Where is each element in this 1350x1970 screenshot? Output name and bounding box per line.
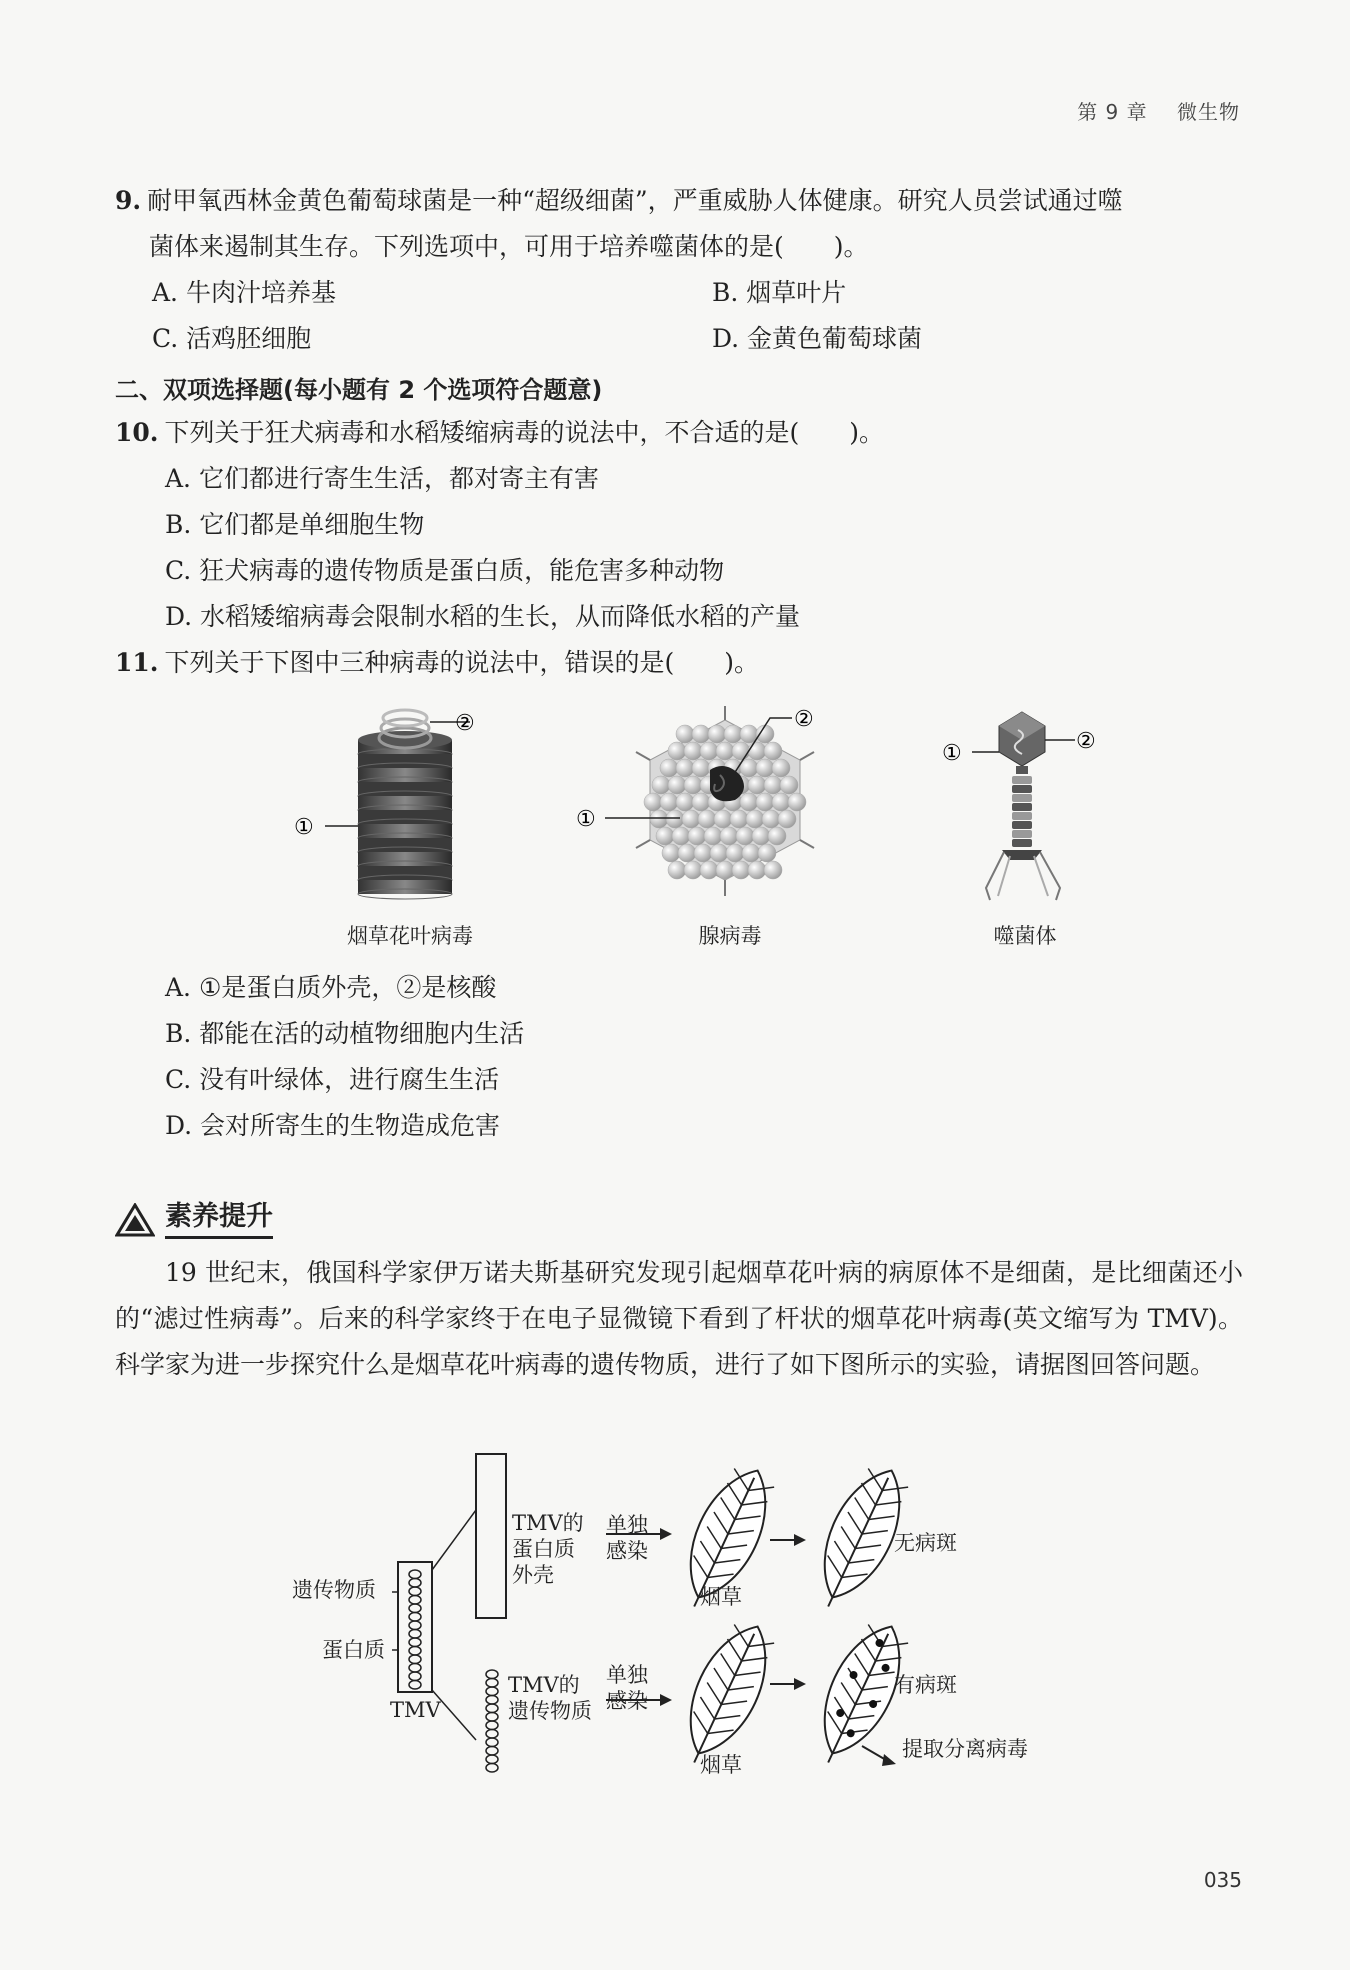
option-c: C. 没有叶绿体，进行腐生生活 [165,1065,500,1094]
phage-mark-1: ① [942,741,962,766]
question-text: 下列关于狂犬病毒和水稻矮缩病毒的说法中，不合适的是( )。 [164,418,885,447]
genetic-material-line: 遗传物质 [508,1699,592,1723]
genetic-material-line: TMV的 [508,1673,580,1697]
tmv-experiment-diagram [0,1450,1350,1810]
tmv-mark-1: ① [294,815,314,840]
section-title [115,370,602,405]
option-d: D. 会对所寄生的生物造成危害 [165,1111,501,1140]
option-b: B. 烟草叶片 [712,278,847,307]
infect-line: 单独 [606,1663,648,1687]
label-has-spots: 有病斑 [894,1673,957,1697]
question-text: 耐甲氧西林金黄色葡萄球菌是一种“超级细菌”，严重威胁人体健康。研究人员尝试通过噬 [147,186,1123,215]
label-extract-virus: 提取分离病毒 [902,1737,1028,1761]
question-number: 11. [115,648,159,677]
label-tobacco-top: 烟草 [700,1585,742,1609]
question-11-stem [115,640,1242,686]
infect-line: 感染 [606,1539,648,1563]
warning-triangle-icon [115,1203,155,1237]
question-10-stem [115,410,1242,456]
literacy-title: 素养提升 [165,1200,273,1239]
phage-mark-2: ② [1076,729,1096,754]
option-a: A. 它们都进行寄生生活，都对寄主有害 [165,464,599,493]
protein-coat-line: TMV的 [512,1511,584,1535]
virus-figure [270,700,1120,920]
literacy-section-heading [115,1200,273,1239]
label-genetic-substance [508,1672,592,1724]
option-d: D. 金黄色葡萄球菌 [712,324,923,353]
section-note: (每小题有 2 个选项符合题意) [283,376,603,404]
label-tobacco-bottom: 烟草 [700,1753,742,1777]
adeno-mark-2: ② [794,707,814,732]
section-heading: 二、双项选择题 [115,376,283,404]
label-genetic-material: 遗传物质 [292,1578,376,1602]
tmv-caption: 烟草花叶病毒 [347,924,473,948]
infect-line: 单独 [606,1513,648,1537]
question-text: 下列关于下图中三种病毒的说法中，错误的是( )。 [164,648,760,677]
protein-coat-line: 外壳 [512,1563,554,1587]
infect-line: 感染 [606,1689,648,1713]
question-text: 菌体来遏制其生存。下列选项中，可用于培养噬菌体的是( )。 [149,232,869,261]
tmv-mark-2: ② [455,711,475,736]
option-a: A. 牛肉汁培养基 [152,278,336,307]
running-header [1077,96,1240,125]
question-number: 10. [115,418,159,447]
question-number: 9. [115,186,142,215]
protein-coat-line: 蛋白质 [512,1537,575,1561]
adenovirus-illustration [576,706,814,896]
label-infect-top [606,1512,648,1564]
option-c: C. 狂犬病毒的遗传物质是蛋白质，能危害多种动物 [165,556,725,585]
option-b: B. 都能在活的动植物细胞内生活 [165,1019,525,1048]
chapter-number: 第 9 章 [1077,100,1148,124]
bacteriophage-illustration [942,712,1096,900]
option-a: A. ①是蛋白质外壳，②是核酸 [165,973,497,1002]
label-tmv: TMV [390,1698,441,1722]
literacy-paragraph: 19 世纪末，俄国科学家伊万诺夫斯基研究发现引起烟草花叶病的病原体不是细菌，是比细菌还小的“滤过性病毒”。后来的科学家终于在电子显微镜下看到了杆状的烟草花叶病毒(英文缩写为 TMV)。科学家为进一步探究什么是烟草花叶病毒的遗传物质，进行了如下图所示的实验，请据图回答问题。 [115,1258,1243,1379]
question-9-stem [115,178,1242,270]
chapter-title: 微生物 [1177,100,1240,124]
label-protein-coat [512,1510,584,1588]
label-no-spots: 无病斑 [894,1531,957,1555]
option-c: C. 活鸡胚细胞 [152,324,312,353]
label-infect-bottom [606,1662,648,1714]
page-number: 035 [1203,1868,1242,1892]
adenovirus-caption: 腺病毒 [698,924,762,948]
adeno-mark-1: ① [576,807,596,832]
tmv-illustration [294,710,475,899]
option-d: D. 水稻矮缩病毒会限制水稻的生长，从而降低水稻的产量 [165,602,801,631]
bacteriophage-caption: 噬菌体 [993,924,1057,948]
option-b: B. 它们都是单细胞生物 [165,510,425,539]
label-protein: 蛋白质 [322,1638,385,1662]
